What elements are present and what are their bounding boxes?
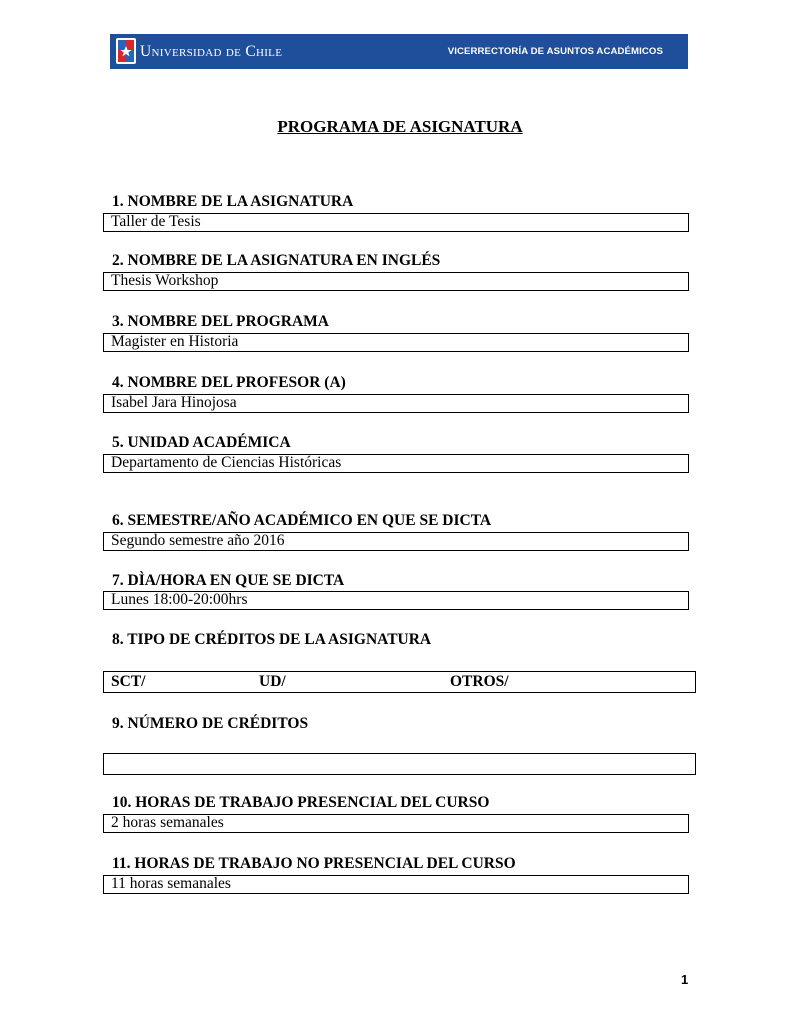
section-title-4: 4. NOMBRE DEL PROFESOR (A) [112, 374, 346, 391]
section-title-6: 6. SEMESTRE/AÑO ACADÉMICO EN QUE SE DICTA [112, 512, 492, 529]
field-box-3 [103, 333, 689, 352]
field-value-11: 11 horas semanales [111, 875, 231, 892]
header-banner [110, 34, 688, 69]
field-box-5 [103, 454, 689, 473]
vicerrectoria-label: VICERRECTORÍA DE ASUNTOS ACADÉMICOS [447, 46, 663, 57]
field-value-5: Departamento de Ciencias Históricas [111, 454, 342, 471]
credit-label-sct: SCT/ [111, 673, 146, 690]
field-box-1 [103, 213, 689, 232]
field-box-11 [103, 875, 689, 894]
section-title-8: 8. TIPO DE CRÉDITOS DE LA ASIGNATURA [112, 631, 432, 648]
field-box-7 [103, 591, 689, 610]
section-title-5: 5. UNIDAD ACADÉMICA [112, 434, 291, 451]
section-title-11: 11. HORAS DE TRABAJO NO PRESENCIAL DEL CURSO [112, 855, 516, 872]
field-box-10 [103, 814, 689, 833]
section-title-2: 2. NOMBRE DE LA ASIGNATURA EN INGLÉS [112, 252, 441, 269]
page-number: 1 [681, 972, 689, 987]
section-title-10: 10. HORAS DE TRABAJO PRESENCIAL DEL CURSO [112, 794, 490, 811]
credit-type-box [103, 671, 696, 693]
field-value-6: Segundo semestre año 2016 [111, 532, 285, 549]
field-box-4 [103, 394, 689, 413]
field-box-2 [103, 272, 689, 291]
field-value-4: Isabel Jara Hinojosa [111, 394, 237, 411]
section-title-7: 7. DÌA/HORA EN QUE SE DICTA [112, 572, 345, 589]
document-title: PROGRAMA DE ASIGNATURA [277, 117, 523, 136]
field-box-6 [103, 532, 689, 551]
field-value-2: Thesis Workshop [111, 272, 219, 289]
field-box-9 [103, 753, 696, 775]
field-value-7: Lunes 18:00-20:00hrs [111, 591, 248, 608]
credit-label-ud: UD/ [259, 673, 286, 690]
university-name: Universidad de Chile [140, 43, 283, 60]
section-title-3: 3. NOMBRE DEL PROGRAMA [112, 313, 329, 330]
section-title-9: 9. NÚMERO DE CRÉDITOS [112, 715, 309, 732]
credit-label-otros: OTROS/ [450, 673, 509, 690]
field-value-10: 2 horas semanales [111, 814, 224, 831]
university-crest-icon [115, 37, 137, 65]
field-value-1: Taller de Tesis [111, 213, 201, 230]
field-value-3: Magister en Historia [111, 333, 239, 350]
section-title-1: 1. NOMBRE DE LA ASIGNATURA [112, 193, 354, 210]
